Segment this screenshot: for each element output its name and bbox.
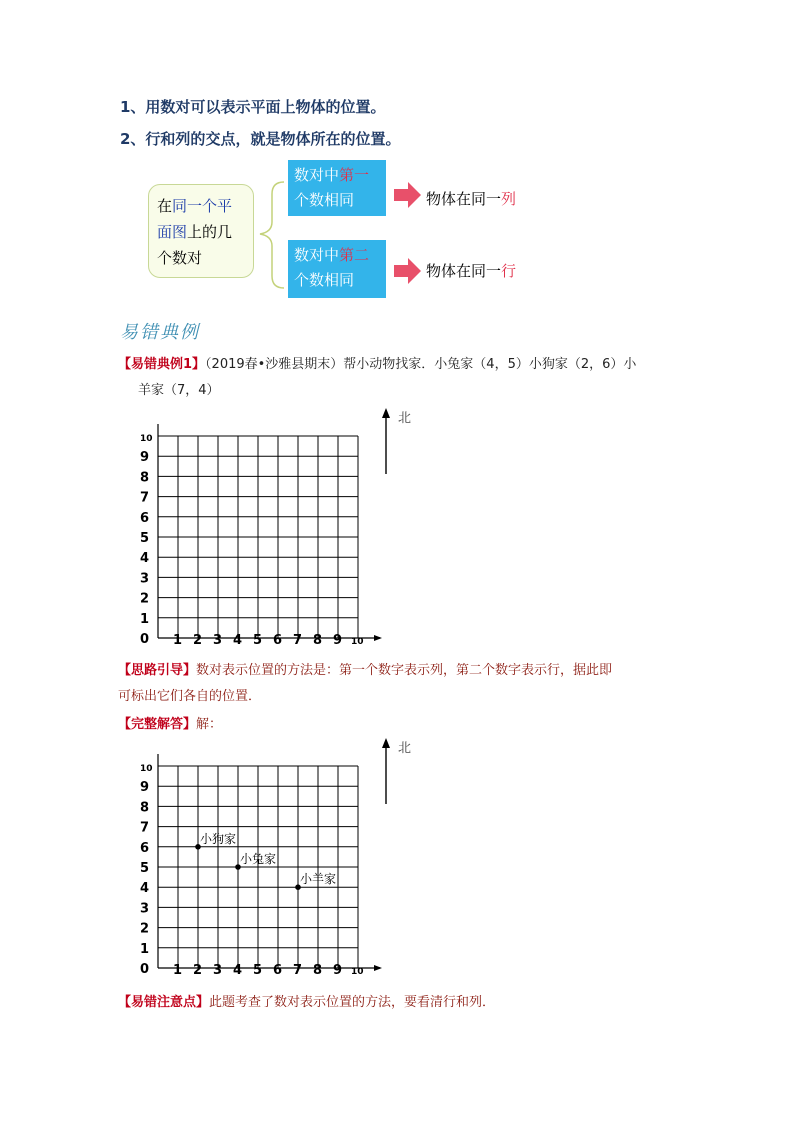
- y-tick-label: 10: [140, 764, 153, 774]
- x-tick-label: 5: [253, 633, 263, 648]
- outcome-2-prefix: 物体在同一: [426, 262, 502, 280]
- coordinate-grid-empty: [136, 404, 426, 654]
- y-tick-label: 6: [140, 510, 150, 526]
- hint-text-2: 可标出它们各自的位置．: [118, 689, 262, 704]
- box1-highlight: 第一: [339, 166, 370, 184]
- x-tick-label: 5: [253, 963, 263, 978]
- brace-icon: [256, 180, 290, 290]
- x-tick-label: 2: [193, 633, 203, 648]
- outcome-1-prefix: 物体在同一: [426, 190, 502, 208]
- x-tick-label: 1: [173, 633, 183, 648]
- left-box-text-4: 上的几个数对: [157, 223, 233, 267]
- x-tick-label: 4: [233, 963, 243, 978]
- note: [118, 990, 495, 1016]
- y-tick-label: 10: [140, 434, 153, 444]
- box2-suffix: 个数相同: [294, 271, 355, 289]
- x-tick-label: 3: [213, 633, 223, 648]
- x-axis-arrow: [374, 965, 382, 971]
- x-tick-label: 6: [273, 963, 283, 978]
- north-arrow-icon: [382, 408, 390, 418]
- y-tick-label: 5: [140, 861, 150, 876]
- y-tick-label: 9: [140, 780, 150, 796]
- box1-suffix: 个数相同: [294, 191, 355, 209]
- home-label: 小兔家: [240, 852, 277, 866]
- answer-text: 解：: [196, 717, 223, 732]
- y-tick-label: 4: [140, 551, 150, 567]
- x-tick-label: 7: [293, 963, 303, 978]
- y-tick-label: 7: [140, 490, 150, 506]
- home-label: 小羊家: [300, 872, 337, 887]
- y-tick-label: 1: [140, 611, 150, 627]
- north-label: 北: [398, 411, 412, 426]
- x-axis-arrow: [374, 635, 382, 641]
- x-tick-label: 1: [173, 963, 183, 978]
- example-tag: 【易错典例1】: [118, 357, 206, 372]
- x-tick-label: 4: [233, 633, 243, 648]
- y-tick-label: 6: [140, 840, 150, 856]
- hint-text: 数对表示位置的方法是：第一个数字表示列，第二个数字表示行，据此即: [196, 663, 613, 678]
- outcome-row: [426, 260, 516, 281]
- x-tick-label: 9: [333, 633, 343, 648]
- y-tick-label: 8: [140, 800, 150, 816]
- outcome-2-highlight: 行: [501, 262, 517, 280]
- example-question: [118, 352, 678, 404]
- outcome-1-highlight: 列: [501, 190, 517, 208]
- hint-tag: 【思路引导】: [118, 663, 197, 678]
- y-tick-label: 3: [140, 901, 150, 917]
- arrow-right-icon: [394, 182, 422, 208]
- y-tick-label: 3: [140, 571, 150, 587]
- x-tick-label: 2: [193, 963, 203, 978]
- y-tick-label: 7: [140, 820, 150, 836]
- north-arrow-icon: [382, 738, 390, 748]
- first-number-box: [288, 160, 386, 216]
- point-1: 1、用数对可以表示平面上物体的位置。: [120, 98, 386, 116]
- example-text: （2019春•沙雅县期末）帮小动物找家．小兔家（4，5）小狗家（2，6）小: [205, 357, 637, 372]
- x-tick-label: 6: [273, 633, 283, 648]
- second-number-box: [288, 240, 386, 298]
- answer-tag: 【完整解答】: [118, 717, 197, 732]
- point-2: 2、行和列的交点，就是物体所在的位置。: [120, 130, 401, 148]
- x-tick-label: 7: [293, 633, 303, 648]
- box2-prefix: 数对中: [294, 246, 340, 264]
- left-box-text-1: 在: [157, 197, 173, 215]
- x-tick-label: 8: [313, 633, 323, 648]
- hint: [118, 658, 698, 710]
- section-title: 易错典例: [120, 322, 200, 343]
- box1-prefix: 数对中: [294, 166, 340, 184]
- note-tag: 【易错注意点】: [118, 995, 210, 1010]
- y-tick-label: 4: [140, 881, 150, 897]
- y-tick-label: 1: [140, 941, 150, 957]
- note-text: 此题考查了数对表示位置的方法，要看清行和列．: [209, 995, 496, 1010]
- origin-label: 0: [140, 962, 150, 977]
- origin-label: 0: [140, 632, 150, 647]
- y-tick-label: 2: [140, 921, 150, 937]
- y-tick-label: 9: [140, 450, 150, 466]
- x-tick-label: 8: [313, 963, 323, 978]
- y-tick-label: 5: [140, 531, 150, 546]
- y-tick-label: 8: [140, 470, 150, 486]
- home-label: 小狗家: [200, 831, 237, 846]
- north-label: 北: [398, 741, 412, 756]
- x-tick-label: 10: [351, 967, 364, 977]
- x-tick-label: 9: [333, 963, 343, 978]
- concept-diagram: [148, 160, 548, 300]
- left-box-text-2: 同一个平: [172, 197, 233, 215]
- left-box: [148, 184, 254, 278]
- outcome-column: [426, 188, 516, 209]
- x-tick-label: 3: [213, 963, 223, 978]
- box2-highlight: 第二: [339, 246, 370, 264]
- y-tick-label: 2: [140, 591, 150, 607]
- left-box-text-3: 面图: [157, 223, 188, 241]
- example-text-2: 羊家（7，4）: [138, 383, 220, 398]
- x-tick-label: 10: [351, 637, 364, 647]
- arrow-right-icon: [394, 258, 422, 284]
- coordinate-grid-answer: [136, 734, 426, 984]
